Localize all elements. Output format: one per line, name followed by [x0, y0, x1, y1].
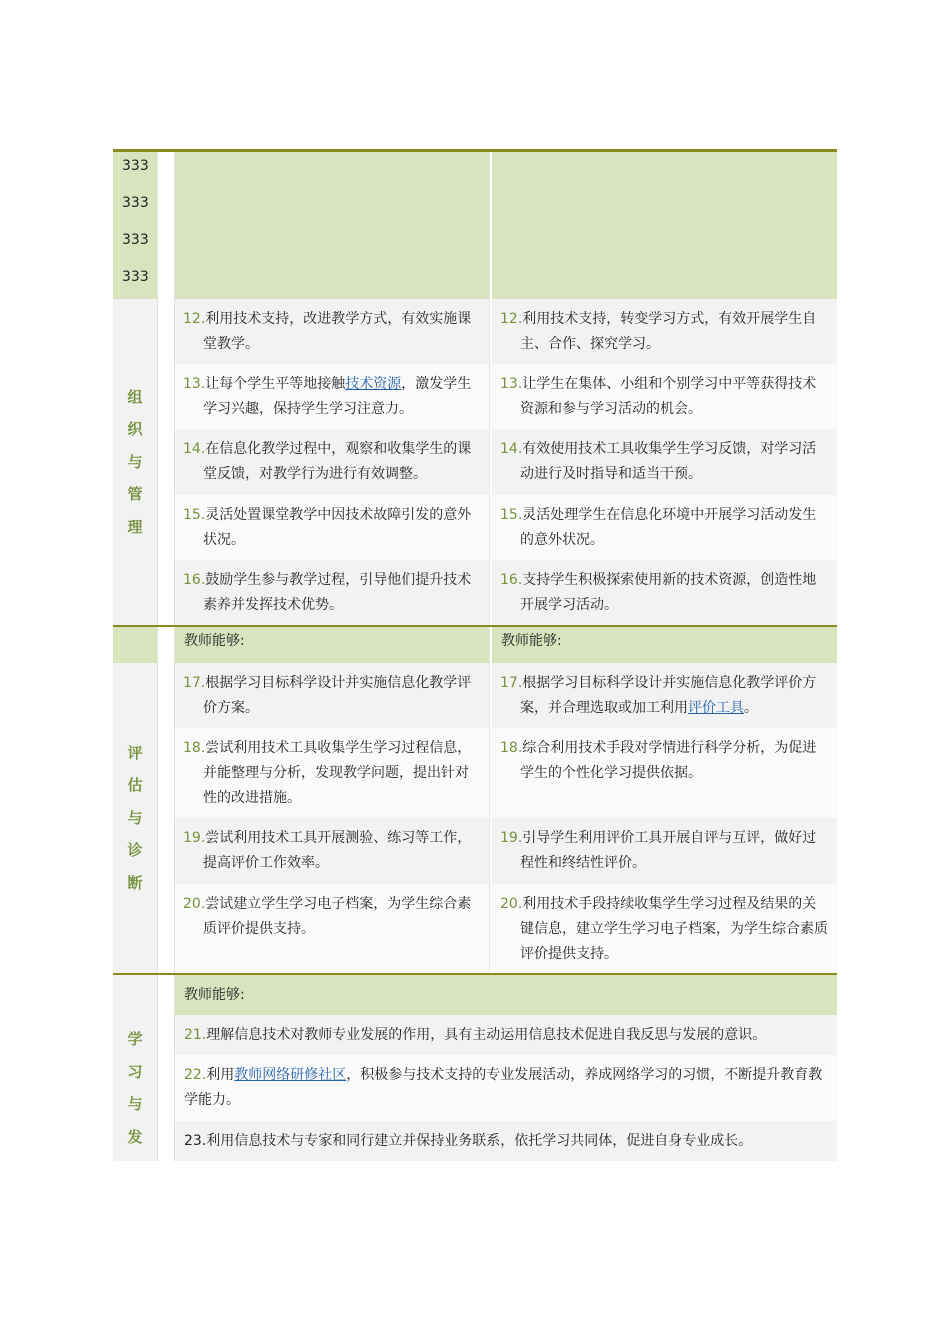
list-item: 14.在信息化教学过程中，观察和收集学生的课堂反馈，对教学行为进行有效调整。 [175, 429, 489, 495]
tech-resources-link[interactable]: 技术资源 [345, 376, 402, 392]
row-number: 333 [122, 269, 149, 285]
list-item: 21.理解信息技术对教师专业发展的作用，具有主动运用信息技术促进自我反思与发展的意识。 [175, 1015, 837, 1055]
list-item: 20.利用技术手段持续收集学生学习过程及结果的关键信息，建立学生学习电子档案，为学生综合素质评价提供支持。 [492, 884, 837, 973]
list-item: 17.根据学习目标科学设计并实施信息化教学评价方案，并合理选取或加工利用评价工具。 [492, 663, 837, 728]
student-column [492, 663, 837, 973]
empty-cell [175, 152, 489, 299]
teacher-column [175, 299, 489, 625]
list-item: 16.鼓励学生参与教学过程，引导他们提升技术素养并发挥技术优势。 [175, 560, 489, 625]
list-item: 16.支持学生积极探索使用新的技术资源，创造性地开展学习活动。 [492, 560, 837, 625]
list-item: 18.综合利用技术手段对学情进行科学分析，为促进学生的个性化学习提供依据。 [492, 728, 837, 818]
section-organization [113, 299, 837, 625]
list-item: 22.利用教师网络研修社区，积极参与技术支持的专业发展活动，养成网络学习的习惯，不断提升教育教学能力。 [175, 1055, 837, 1121]
competency-table [113, 149, 837, 1161]
category-label: 学 习 与 发 [113, 1015, 157, 1161]
section-intro-label: 教师能够: [175, 975, 837, 1015]
row-number: 333 [122, 195, 149, 211]
list-item: 14.有效使用技术工具收集学生学习反馈，对学习活动进行及时指导和适当干预。 [492, 429, 837, 495]
student-column [492, 299, 837, 625]
top-block [113, 149, 837, 299]
section-learning [113, 1015, 837, 1161]
section-intro-label: 教师能够: [492, 627, 837, 663]
list-item: 19.尝试利用技术工具开展测验、练习等工作，提高评价工作效率。 [175, 818, 489, 884]
list-item: 15.灵活处理学生在信息化环境中开展学习活动发生的意外状况。 [492, 495, 837, 560]
category-label: 组 织 与 管 理 [113, 299, 157, 625]
list-item: 12.利用技术支持，改进教学方式，有效实施课堂教学。 [175, 299, 489, 364]
teacher-network-community-link[interactable]: 教师网络研修社区 [234, 1067, 347, 1083]
row-number-column [113, 152, 157, 299]
list-item: 13.让每个学生平等地接触技术资源，激发学生学习兴趣，保持学生学习注意力。 [175, 364, 489, 429]
list-item: 18.尝试利用技术工具收集学生学习过程信息，并能整理与分析，发现教学问题，提出针对性的改进措施。 [175, 728, 489, 818]
section-evaluation [113, 663, 837, 973]
teacher-column [175, 663, 489, 973]
list-item: 20.尝试建立学生学习电子档案，为学生综合素质评价提供支持。 [175, 884, 489, 973]
list-item: 13.让学生在集体、小组和个别学习中平等获得技术资源和参与学习活动的机会。 [492, 364, 837, 429]
list-item: 23.利用信息技术与专家和同行建立并保持业务联系，依托学习共同体，促进自身专业成长。 [175, 1121, 837, 1161]
row-number: 333 [122, 232, 149, 248]
section-intro-label: 教师能够: [175, 627, 489, 663]
section-header [113, 973, 837, 1015]
list-item: 17.根据学习目标科学设计并实施信息化教学评价方案。 [175, 663, 489, 728]
evaluation-tools-link[interactable]: 评价工具 [688, 700, 744, 716]
full-width-column [175, 1015, 837, 1161]
list-item: 12.利用技术支持，转变学习方式，有效开展学生自主、合作、探究学习。 [492, 299, 837, 364]
empty-cell [492, 152, 837, 299]
section-header [113, 625, 837, 663]
category-label: 评 估 与 诊 断 [113, 663, 157, 973]
spacer-column [157, 152, 175, 299]
row-number: 333 [122, 158, 149, 174]
list-item: 19.引导学生利用评价工具开展自评与互评，做好过程性和终结性评价。 [492, 818, 837, 884]
list-item: 15.灵活处置课堂教学中因技术故障引发的意外状况。 [175, 495, 489, 560]
